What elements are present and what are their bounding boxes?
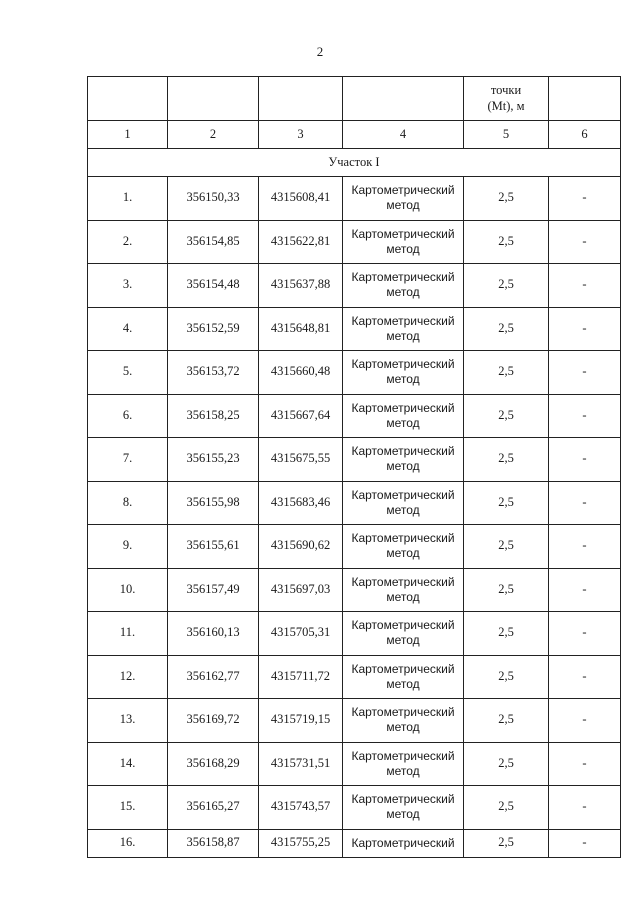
note-value: - bbox=[549, 829, 621, 857]
coordinates-table bbox=[87, 76, 621, 858]
method-cell bbox=[343, 568, 464, 612]
coordinate-x: 356158,87 bbox=[168, 829, 259, 857]
method-line-1: Картометрический bbox=[351, 226, 455, 241]
method-line-2: метод bbox=[386, 676, 420, 691]
method-line-1: Картометрический bbox=[351, 357, 455, 372]
table-header-row bbox=[88, 77, 621, 121]
header-cell-4 bbox=[343, 77, 464, 121]
section-title: Участок I bbox=[88, 149, 621, 177]
method-line-1: Картометрический bbox=[351, 444, 455, 459]
table-row bbox=[88, 699, 621, 743]
point-number: 11. bbox=[88, 612, 168, 656]
method-cell bbox=[343, 786, 464, 830]
table-row bbox=[88, 220, 621, 264]
point-number: 4. bbox=[88, 307, 168, 351]
header-accuracy-line1: точки bbox=[490, 82, 522, 97]
method-line-2: метод bbox=[386, 633, 420, 648]
coordinate-y: 4315683,46 bbox=[259, 481, 343, 525]
method-cell bbox=[343, 655, 464, 699]
coordinate-x: 356154,85 bbox=[168, 220, 259, 264]
point-number: 1. bbox=[88, 177, 168, 221]
point-number: 9. bbox=[88, 525, 168, 569]
method-line-1: Картометрический bbox=[351, 661, 455, 676]
column-number: 3 bbox=[259, 121, 343, 149]
method-cell bbox=[343, 612, 464, 656]
method-cell bbox=[343, 438, 464, 482]
column-number: 6 bbox=[549, 121, 621, 149]
method-cell bbox=[343, 351, 464, 395]
method-line-1: Картометрический bbox=[351, 183, 455, 198]
header-cell-accuracy bbox=[464, 77, 549, 121]
accuracy-value: 2,5 bbox=[464, 612, 549, 656]
coordinate-y: 4315648,81 bbox=[259, 307, 343, 351]
method-line-2: метод bbox=[386, 502, 420, 517]
coordinate-y: 4315690,62 bbox=[259, 525, 343, 569]
header-accuracy-line2: (Mt), м bbox=[487, 98, 525, 113]
method-cell bbox=[343, 177, 464, 221]
method-line-1: Картометрический bbox=[351, 705, 455, 720]
coordinate-x: 356154,48 bbox=[168, 264, 259, 308]
coordinate-y: 4315697,03 bbox=[259, 568, 343, 612]
method-line-2: метод bbox=[386, 763, 420, 778]
coordinate-y: 4315660,48 bbox=[259, 351, 343, 395]
table-row bbox=[88, 525, 621, 569]
column-numbers-row bbox=[88, 121, 621, 149]
note-value: - bbox=[549, 438, 621, 482]
column-number: 5 bbox=[464, 121, 549, 149]
coordinate-x: 356150,33 bbox=[168, 177, 259, 221]
method-line-2: метод bbox=[386, 459, 420, 474]
header-cell-2 bbox=[168, 77, 259, 121]
note-value: - bbox=[549, 568, 621, 612]
table-row bbox=[88, 177, 621, 221]
method-line-2: метод bbox=[386, 546, 420, 561]
method-line-2: метод bbox=[386, 328, 420, 343]
method-line-2: метод bbox=[386, 198, 420, 213]
page-number: 2 bbox=[316, 44, 324, 59]
note-value: - bbox=[549, 699, 621, 743]
point-number: 5. bbox=[88, 351, 168, 395]
method-line-1: Картометрический bbox=[351, 618, 455, 633]
note-value: - bbox=[549, 220, 621, 264]
method-cell bbox=[343, 742, 464, 786]
coordinate-x: 356168,29 bbox=[168, 742, 259, 786]
coordinate-y: 4315719,15 bbox=[259, 699, 343, 743]
method-line-1: Картометрический bbox=[351, 313, 455, 328]
coordinate-y: 4315608,41 bbox=[259, 177, 343, 221]
section-row bbox=[88, 149, 621, 177]
note-value: - bbox=[549, 177, 621, 221]
point-number: 3. bbox=[88, 264, 168, 308]
header-cell-1 bbox=[88, 77, 168, 121]
accuracy-value: 2,5 bbox=[464, 829, 549, 857]
point-number: 13. bbox=[88, 699, 168, 743]
accuracy-value: 2,5 bbox=[464, 394, 549, 438]
point-number: 6. bbox=[88, 394, 168, 438]
method-line-1: Картометрический bbox=[351, 574, 455, 589]
method-cell bbox=[343, 481, 464, 525]
coordinate-y: 4315667,64 bbox=[259, 394, 343, 438]
column-number: 2 bbox=[168, 121, 259, 149]
method-cell bbox=[343, 394, 464, 438]
method-line-1: Картометрический bbox=[351, 270, 455, 285]
accuracy-value: 2,5 bbox=[464, 742, 549, 786]
method-line-2: метод bbox=[386, 807, 420, 822]
point-number: 10. bbox=[88, 568, 168, 612]
note-value: - bbox=[549, 307, 621, 351]
table-row bbox=[88, 481, 621, 525]
method-line-2: метод bbox=[386, 720, 420, 735]
method-line-2: метод bbox=[386, 589, 420, 604]
accuracy-value: 2,5 bbox=[464, 351, 549, 395]
table-row bbox=[88, 612, 621, 656]
method-line-2: метод bbox=[386, 241, 420, 256]
table-row bbox=[88, 438, 621, 482]
note-value: - bbox=[549, 394, 621, 438]
point-number: 8. bbox=[88, 481, 168, 525]
accuracy-value: 2,5 bbox=[464, 786, 549, 830]
table-row bbox=[88, 742, 621, 786]
coordinate-y: 4315743,57 bbox=[259, 786, 343, 830]
coordinate-y: 4315755,25 bbox=[259, 829, 343, 857]
coordinate-x: 356162,77 bbox=[168, 655, 259, 699]
coordinate-x: 356160,13 bbox=[168, 612, 259, 656]
method-cell bbox=[343, 264, 464, 308]
method-line-2: метод bbox=[386, 372, 420, 387]
coordinate-x: 356153,72 bbox=[168, 351, 259, 395]
method-line-1: Картометрический bbox=[351, 748, 455, 763]
coordinate-x: 356155,23 bbox=[168, 438, 259, 482]
accuracy-value: 2,5 bbox=[464, 438, 549, 482]
method-line-1: Картометрический bbox=[351, 792, 455, 807]
accuracy-value: 2,5 bbox=[464, 264, 549, 308]
column-number: 1 bbox=[88, 121, 168, 149]
point-number: 14. bbox=[88, 742, 168, 786]
method-line-1: Картометрический bbox=[351, 487, 455, 502]
method-cell bbox=[343, 307, 464, 351]
method-line-2: метод bbox=[386, 415, 420, 430]
method-cell bbox=[343, 525, 464, 569]
note-value: - bbox=[549, 481, 621, 525]
coordinate-x: 356155,61 bbox=[168, 525, 259, 569]
accuracy-value: 2,5 bbox=[464, 220, 549, 264]
table-row bbox=[88, 264, 621, 308]
coordinate-y: 4315705,31 bbox=[259, 612, 343, 656]
table-row bbox=[88, 568, 621, 612]
accuracy-value: 2,5 bbox=[464, 307, 549, 351]
table-row bbox=[88, 351, 621, 395]
method-cell bbox=[343, 220, 464, 264]
note-value: - bbox=[549, 742, 621, 786]
accuracy-value: 2,5 bbox=[464, 568, 549, 612]
coordinate-x: 356158,25 bbox=[168, 394, 259, 438]
point-number: 12. bbox=[88, 655, 168, 699]
coordinate-y: 4315637,88 bbox=[259, 264, 343, 308]
header-cell-6 bbox=[549, 77, 621, 121]
coordinate-y: 4315675,55 bbox=[259, 438, 343, 482]
method-cell bbox=[343, 699, 464, 743]
note-value: - bbox=[549, 351, 621, 395]
coordinate-x: 356152,59 bbox=[168, 307, 259, 351]
note-value: - bbox=[549, 525, 621, 569]
point-number: 7. bbox=[88, 438, 168, 482]
accuracy-value: 2,5 bbox=[464, 655, 549, 699]
note-value: - bbox=[549, 264, 621, 308]
table-row bbox=[88, 307, 621, 351]
coordinate-x: 356155,98 bbox=[168, 481, 259, 525]
coordinate-y: 4315731,51 bbox=[259, 742, 343, 786]
method-line-1: Картометрический bbox=[351, 531, 455, 546]
accuracy-value: 2,5 bbox=[464, 525, 549, 569]
table-row bbox=[88, 394, 621, 438]
column-number: 4 bbox=[343, 121, 464, 149]
coordinate-x: 356165,27 bbox=[168, 786, 259, 830]
note-value: - bbox=[549, 786, 621, 830]
method-line-1: Картометрический bbox=[351, 400, 455, 415]
method-line-1: Картометрический bbox=[351, 835, 455, 850]
note-value: - bbox=[549, 612, 621, 656]
table-row bbox=[88, 829, 621, 857]
header-cell-3 bbox=[259, 77, 343, 121]
accuracy-value: 2,5 bbox=[464, 481, 549, 525]
point-number: 15. bbox=[88, 786, 168, 830]
method-cell bbox=[343, 829, 464, 857]
table-row bbox=[88, 655, 621, 699]
note-value: - bbox=[549, 655, 621, 699]
point-number: 16. bbox=[88, 829, 168, 857]
coordinate-y: 4315622,81 bbox=[259, 220, 343, 264]
point-number: 2. bbox=[88, 220, 168, 264]
method-line-2: метод bbox=[386, 285, 420, 300]
accuracy-value: 2,5 bbox=[464, 177, 549, 221]
coordinate-y: 4315711,72 bbox=[259, 655, 343, 699]
coordinate-x: 356169,72 bbox=[168, 699, 259, 743]
accuracy-value: 2,5 bbox=[464, 699, 549, 743]
coordinate-x: 356157,49 bbox=[168, 568, 259, 612]
table-row bbox=[88, 786, 621, 830]
